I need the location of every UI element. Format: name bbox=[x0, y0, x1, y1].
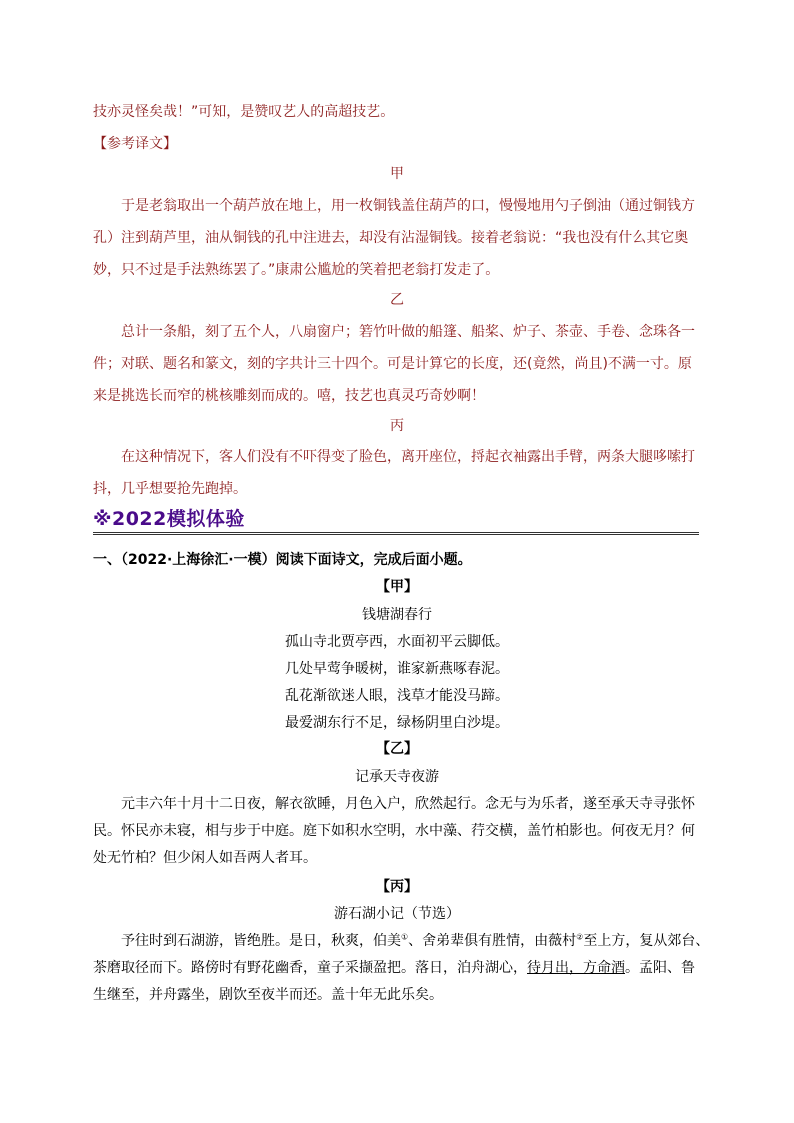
text-span: 至上方，复从郊台、 bbox=[583, 933, 710, 949]
translation-bing-line: 在这种情况下，客人们没有不吓得变了脸色，离开座位，捋起衣袖露出手臂，两条大腿哆嗦打 bbox=[121, 449, 695, 465]
translation-jia-label: 甲 bbox=[390, 166, 404, 182]
passage-jia-label: 【甲】 bbox=[376, 579, 418, 595]
passage-bing-title: 游石湖小记（节选） bbox=[334, 906, 460, 922]
passage-bing-line bbox=[121, 931, 709, 951]
reference-translation-heading: 【参考译文】 bbox=[93, 136, 177, 152]
translation-jia-line: 妙，只不过是手法熟练罢了。”康肃公尴尬的笑着把老翁打发走了。 bbox=[93, 262, 500, 278]
poem-title: 钱塘湖春行 bbox=[362, 607, 432, 623]
question-intro: 一、（2022·上海徐汇·一模）阅读下面诗文，完成后面小题。 bbox=[93, 552, 472, 568]
passage-yi-label: 【乙】 bbox=[376, 741, 418, 757]
passage-bing-label: 【丙】 bbox=[376, 879, 418, 895]
passage-bing-line: 生继至，并舟露坐，剧饮至夜半而还。盖十年无此乐矣。 bbox=[93, 987, 443, 1003]
translation-jia-line: 孔）注到葫芦里，油从铜钱的孔中注进去，却没有沾湿铜钱。接着老翁说：“我也没有什么其它奥 bbox=[93, 230, 689, 246]
translation-yi-line: 件；对联、题名和篆文，刻的字共计三十四个。可是计算它的长度，还(竟然，尚且)不满一寸。原 bbox=[93, 356, 692, 372]
poem-line: 乱花渐欲迷人眼，浅草才能没马蹄。 bbox=[285, 688, 509, 704]
translation-bing-line: 抖，几乎想要抢先跑掉。 bbox=[93, 481, 247, 497]
text-span: 茶磨取径而下。路傍时有野花幽香，童子采撷盈把。落日，泊舟湖心， bbox=[93, 960, 527, 976]
text-span: 予往时到石湖游，皆绝胜。是日，秋爽，伯美 bbox=[121, 933, 401, 949]
footnote-marker: ① bbox=[401, 932, 409, 942]
passage-yi-line: 元丰六年十月十二日夜，解衣欲睡，月色入户，欣然起行。念无与为乐者，遂至承天寺寻张怀 bbox=[121, 796, 695, 812]
translation-yi-line: 总计一条船，刻了五个人，八扇窗户；箬竹叶做的船篷、船桨、炉子、茶壶、手卷、念珠各一 bbox=[121, 324, 695, 340]
translation-bing-label: 丙 bbox=[390, 418, 404, 434]
translation-jia-line: 于是老翁取出一个葫芦放在地上，用一枚铜钱盖住葫芦的口，慢慢地用勺子倒油（通过铜钱方 bbox=[121, 198, 695, 214]
poem-line: 孤山寺北贾亭西，水面初平云脚低。 bbox=[285, 634, 509, 650]
answer-tail-line: 技亦灵怪矣哉！”可知，是赞叹艺人的高超技艺。 bbox=[93, 104, 395, 120]
passage-yi-title: 记承天寺夜游 bbox=[355, 769, 439, 785]
poem-line: 几处早莺争暖树，谁家新燕啄春泥。 bbox=[285, 661, 509, 677]
underlined-phrase: 待月出，方命酒 bbox=[527, 960, 625, 976]
passage-bing-line bbox=[93, 958, 695, 978]
section-header bbox=[93, 506, 699, 535]
passage-yi-line: 民。怀民亦未寝，相与步于中庭。庭下如积水空明，水中藻、荇交横，盖竹柏影也。何夜无月？何 bbox=[93, 823, 695, 839]
text-span: 。孟阳、鲁 bbox=[625, 960, 695, 976]
passage-yi-line: 处无竹柏？但少闲人如吾两人者耳。 bbox=[93, 850, 317, 866]
text-span: 、舍弟辈俱有胜情，由薇村 bbox=[408, 933, 577, 949]
translation-yi-label: 乙 bbox=[390, 292, 404, 308]
translation-yi-line: 来是挑选长而窄的桃核雕刻而成的。嘻，技艺也真灵巧奇妙啊！ bbox=[93, 388, 485, 404]
poem-line: 最爱湖东行不足，绿杨阴里白沙堤。 bbox=[285, 715, 509, 731]
footnote-marker: ② bbox=[576, 932, 584, 942]
section-title: ※2022模拟体验 bbox=[93, 508, 245, 530]
